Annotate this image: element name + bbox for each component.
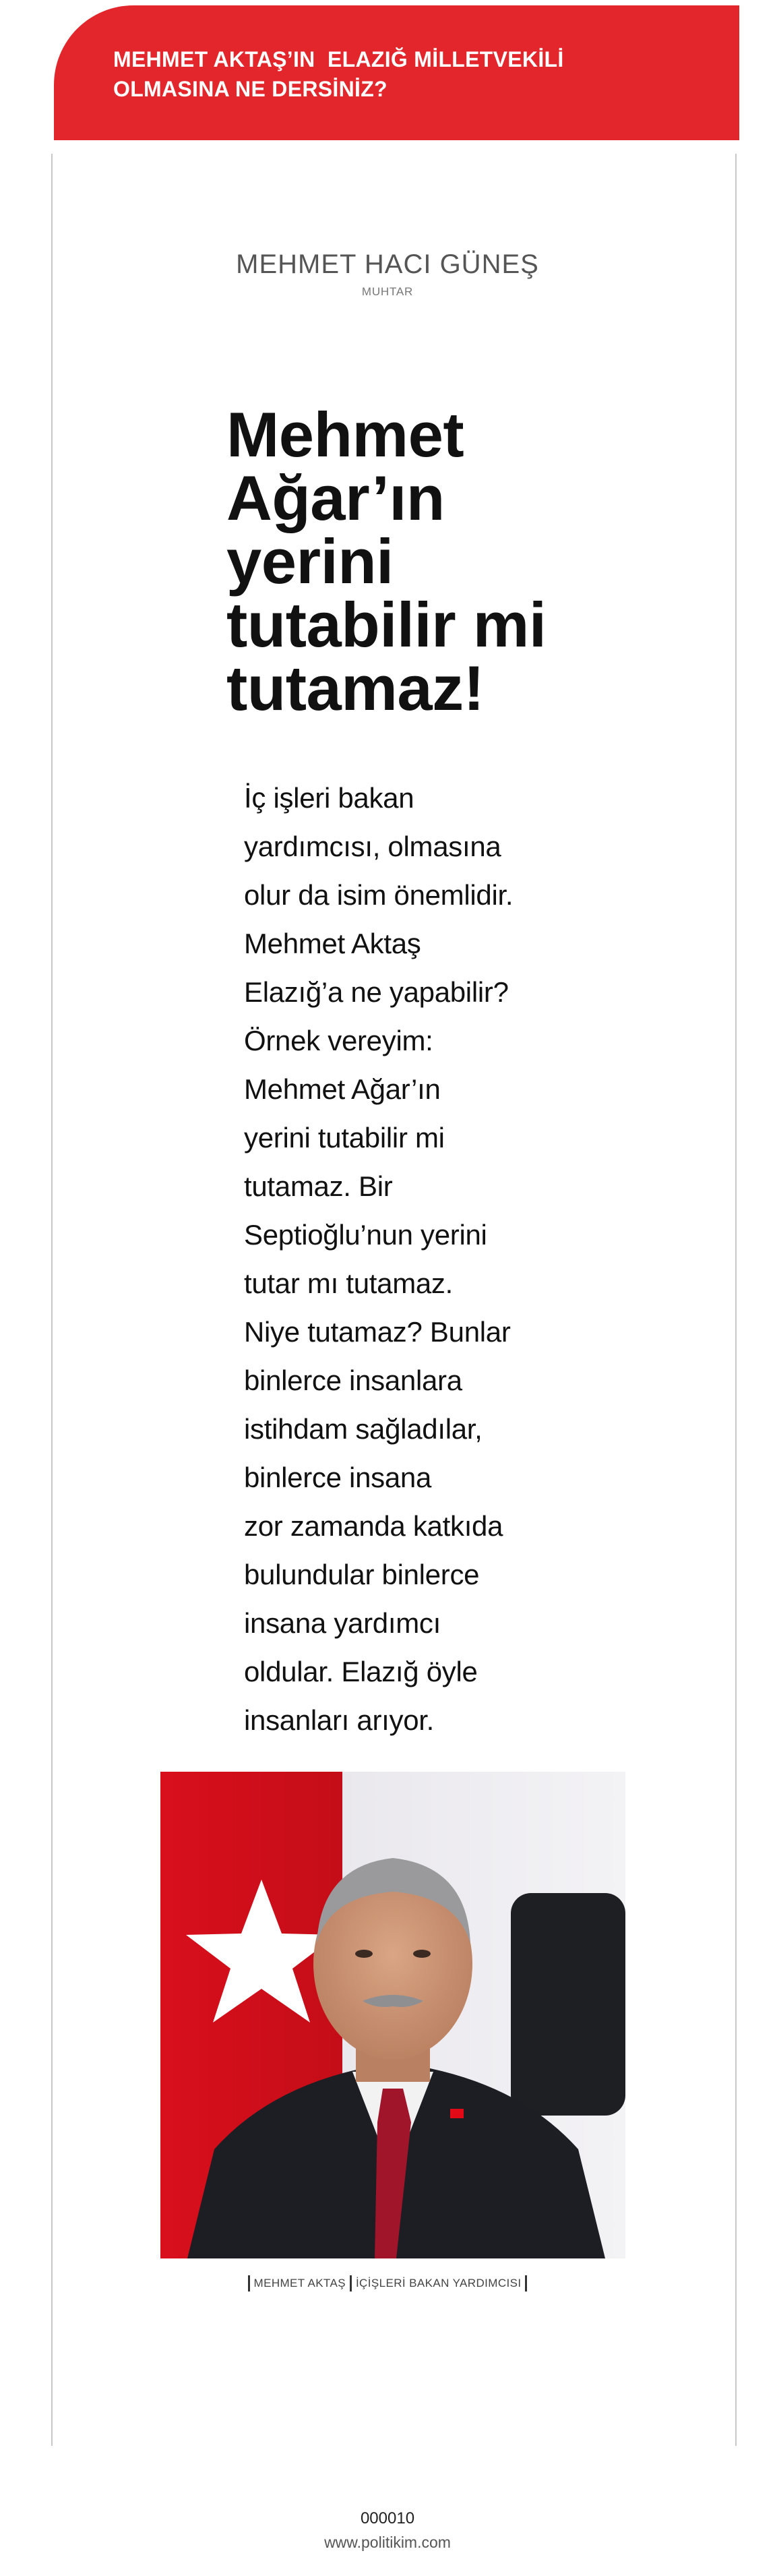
body-line: insana yardımcı xyxy=(244,1607,441,1639)
body-line: binlerce insanlara xyxy=(244,1365,462,1396)
article-headline xyxy=(226,399,577,723)
body-line: olur da isim önemlidir. xyxy=(244,879,514,911)
caption-divider xyxy=(248,2275,250,2292)
page-number: 000010 xyxy=(360,2509,415,2527)
chair-back xyxy=(511,1893,625,2116)
author-name: MEHMET HACI GÜNEŞ xyxy=(236,249,539,279)
portrait-illustration xyxy=(160,1772,625,2258)
headline-line: Ağar’ın xyxy=(226,462,445,533)
right-column-rule xyxy=(735,154,737,2446)
body-line: istihdam sağladılar, xyxy=(244,1413,483,1445)
body-line: tutamaz. Bir xyxy=(244,1170,393,1202)
headline-line: Mehmet xyxy=(226,399,464,470)
body-line: Mehmet Aktaş xyxy=(244,928,421,959)
body-line: Örnek vereyim: xyxy=(244,1025,433,1056)
body-line: Elazığ’a ne yapabilir? xyxy=(244,976,509,1008)
caption-divider xyxy=(525,2275,527,2292)
website-link[interactable]: www.politikim.com xyxy=(324,2534,451,2551)
headline-line: tutabilir mi xyxy=(226,589,547,660)
banner-title-line-2: OLMASINA NE DERSİNİZ? xyxy=(113,77,388,101)
headline-line: tutamaz! xyxy=(226,653,485,723)
body-line: bulundular binlerce xyxy=(244,1559,480,1590)
body-line: Niye tutamaz? Bunlar xyxy=(244,1316,511,1348)
body-line: tutar mı tutamaz. xyxy=(244,1267,454,1299)
caption-divider xyxy=(350,2275,352,2292)
left-column-rule xyxy=(51,154,53,2446)
body-line: yerini tutabilir mi xyxy=(244,1122,445,1154)
right-eye xyxy=(413,1950,431,1958)
lapel-flag-pin xyxy=(450,2109,464,2118)
body-line: insanları arıyor. xyxy=(244,1704,435,1736)
banner-title-line-1: MEHMET AKTAŞ’IN ELAZIĞ MİLLETVEKİLİ xyxy=(113,47,564,71)
headline-line: yerini xyxy=(226,526,394,597)
body-line: zor zamanda katkıda xyxy=(244,1510,503,1542)
portrait-photo xyxy=(160,1772,625,2258)
header-banner xyxy=(54,5,739,140)
body-line: Mehmet Ağar’ın xyxy=(244,1073,441,1105)
left-eye xyxy=(355,1950,373,1958)
author-role: MUHTAR xyxy=(361,285,414,298)
article-body xyxy=(244,774,594,1745)
body-line: İç işleri bakan xyxy=(244,782,414,814)
body-line: oldular. Elazığ öyle xyxy=(244,1656,478,1687)
body-line: yardımcısı, olmasına xyxy=(244,831,501,862)
body-line: binlerce insana xyxy=(244,1462,432,1493)
body-line: Septioğlu’nun yerini xyxy=(244,1219,487,1251)
caption-name: MEHMET AKTAŞ xyxy=(253,2277,346,2289)
caption-title: İÇİŞLERİ BAKAN YARDIMCISI xyxy=(355,2277,522,2289)
photo-caption xyxy=(0,2275,775,2292)
